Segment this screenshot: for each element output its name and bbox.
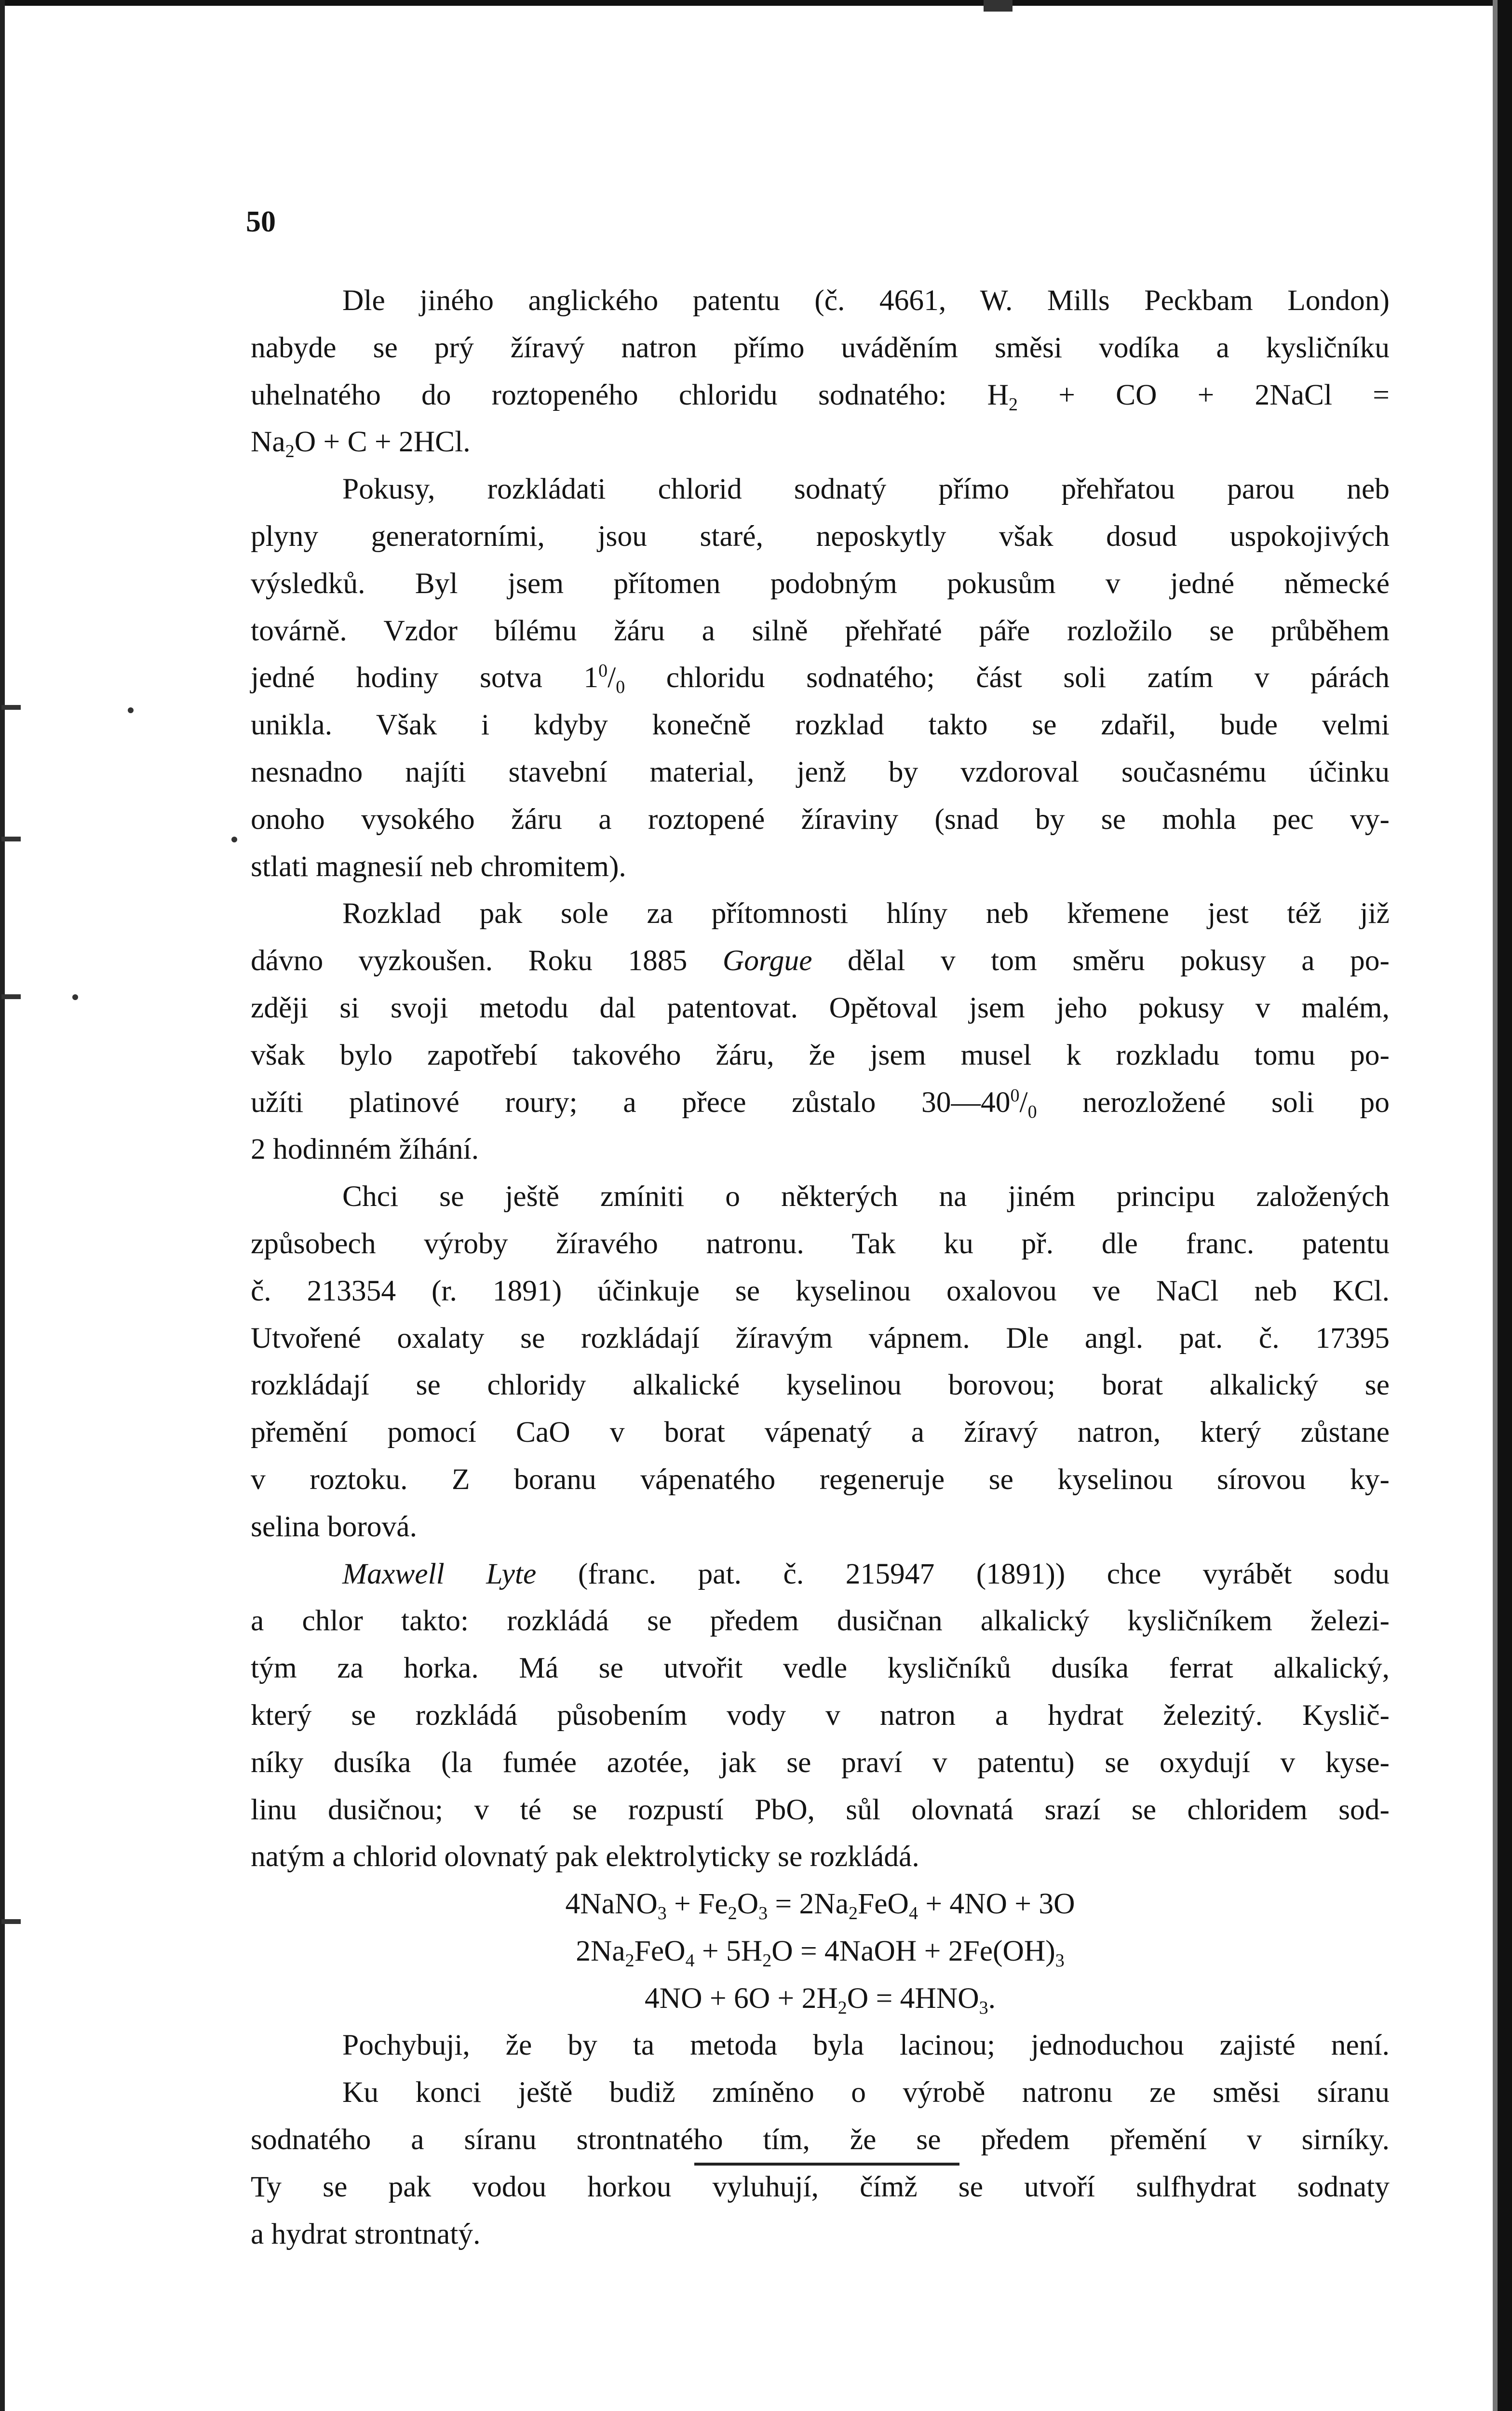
equation-3: $4NO + 6O + 2H_2O = 4HNO_3$.: [645, 1981, 996, 2018]
text-line: linu dusičnou; v té se rozpustí PbO, sůl olovnatá srazí se chloridem sod-: [251, 1793, 1390, 1826]
text-line: nabyde se prý žíravý natron přímo uváděním směsi vodíka a kysličníku: [251, 331, 1390, 364]
scan-speck: [128, 707, 134, 713]
text-line: však bylo zapotřebí takového žáru, že jsem musel k rozkladu tomu po-: [251, 1038, 1390, 1071]
scan-mark-top: [984, 0, 1012, 12]
text-line: Dle jiného anglického patentu (č. 4661, W. Mills Peckbam London): [342, 284, 1390, 317]
text-line: Maxwell Lyte (franc. pat. č. 215947 (1891)) chce vyrábět sodu: [342, 1557, 1390, 1590]
scan-tick: [1, 837, 21, 841]
text-line: Rozklad pak sole za přítomnosti hlíny neb křemene jest též již: [342, 897, 1390, 930]
text-line: Ty se pak vodou horkou vyluhují, čímž se utvoří sulfhydrat sodnaty: [251, 2170, 1390, 2203]
text-line: výsledků. Byl jsem přítomen podobným pokusům v jedné německé: [251, 567, 1390, 600]
text-line: a hydrat strontnatý.: [251, 2217, 481, 2250]
text-line: natým a chlorid olovnatý pak elektrolyticky se rozkládá.: [251, 1840, 919, 1873]
scan-tick: [1, 705, 21, 710]
text-line: a chlor takto: rozkládá se předem dusičnan alkalický kysličníkem železi-: [251, 1604, 1390, 1638]
text-line: v roztoku. Z boranu vápenatého regeneruje se kyselinou sírovou ky-: [251, 1463, 1390, 1496]
scan-border-right-shadow: [1493, 0, 1498, 2411]
text-line: užíti platinové roury; a přece zůstalo $30—40^0/_0$ nerozložené soli po: [251, 1085, 1390, 1122]
text-line: jedné hodiny sotva $1^0/_0$ chloridu sodnatého; část soli zatím v párách: [251, 661, 1390, 698]
text-line: níky dusíka (la fumée azotée, jak se praví v patentu) se oxydují v kyse-: [251, 1746, 1390, 1779]
page-body: [251, 277, 1390, 2258]
text-line: Pokusy, rozkládati chlorid sodnatý přímo přehřatou parou neb: [342, 473, 1390, 506]
text-line: zději si svoji metodu dal patentovat. Opětoval jsem jeho pokusy v malém,: [251, 991, 1390, 1024]
text-line: stlati magnesií neb chromitem).: [251, 850, 626, 883]
scan-tick: [1, 994, 21, 999]
text-line: který se rozkládá působením vody v natron a hydrat železitý. Kyslič-: [251, 1698, 1390, 1732]
equation-2: $2Na_2FeO_4 + 5H_2O$ = 4NaOH + $2Fe(OH)_3$: [576, 1934, 1065, 1971]
text-line: Pochybuji, že by ta metoda byla lacinou; jednoduchou zajisté není.: [342, 2029, 1390, 2062]
text-line: plyny generatorními, jsou staré, neposkytly však dosud uspokojivých: [251, 519, 1390, 553]
text-line: dávno vyzkoušen. Roku 1885 Gorgue dělal v tom směru pokusy a po-: [251, 944, 1390, 977]
text-line: 2 hodinném žíhání.: [251, 1133, 479, 1166]
text-line: továrně. Vzdor bílému žáru a silně přehřaté páře rozložilo se průběhem: [251, 614, 1390, 647]
text-line: č. 213354 (r. 1891) účinkuje se kyselinou oxalovou ve NaCl neb KCl.: [251, 1274, 1390, 1307]
text-line: přemění pomocí CaO v borat vápenatý a žíravý natron, který zůstane: [251, 1416, 1390, 1449]
text-line: onoho vysokého žáru a roztopené žíraviny (snad by se mohla pec vy-: [251, 802, 1390, 836]
text-line: unikla. Však i kdyby konečně rozklad takto se zdařil, bude velmi: [251, 708, 1390, 742]
scan-border-top: [0, 0, 1512, 6]
scan-speck: [231, 837, 237, 842]
text-line: Chci se ještě zmíniti o některých na jiném principu založených: [342, 1180, 1390, 1213]
text-line: Utvořené oxalaty se rozkládají žíravým vápnem. Dle angl. pat. č. 17395: [251, 1321, 1390, 1354]
scan-border-left: [0, 0, 5, 2411]
text-line: uhelnatého do roztopeného chloridu sodnatého: $H_2$ + CO + 2NaCl =: [251, 378, 1390, 415]
text-line: sodnatého a síranu strontnatého tím, že se předem přemění v sirníky.: [251, 2123, 1390, 2156]
text-line: způsobech výroby žíravého natronu. Tak ku př. dle franc. patentu: [251, 1227, 1390, 1260]
equation-1: 4NaNO$_3$ + $Fe_2O_3 = 2Na_2FeO_4 + 4NO + 3O$: [565, 1887, 1075, 1924]
text-line: nesnadno najíti stavební material, jenž by vzdoroval současnému účinku: [251, 755, 1390, 788]
scan-speck: [72, 994, 78, 1000]
text-line: tým za horka. Má se utvořit vedle kysličníků dusíka ferrat alkalický,: [251, 1652, 1390, 1685]
text-line: $Na_2O + C + 2HCl$.: [251, 425, 471, 462]
text-line: selina borová.: [251, 1510, 417, 1543]
text-line: rozkládají se chloridy alkalické kyselinou borovou; borat alkalický se: [251, 1368, 1390, 1402]
scan-border-right: [1498, 0, 1512, 2411]
section-divider: [694, 2163, 959, 2166]
text-line: Ku konci ještě budiž zmíněno o výrobě natronu ze směsi síranu: [342, 2076, 1390, 2109]
scan-tick: [1, 1919, 21, 1924]
page-number: 50: [246, 205, 276, 238]
